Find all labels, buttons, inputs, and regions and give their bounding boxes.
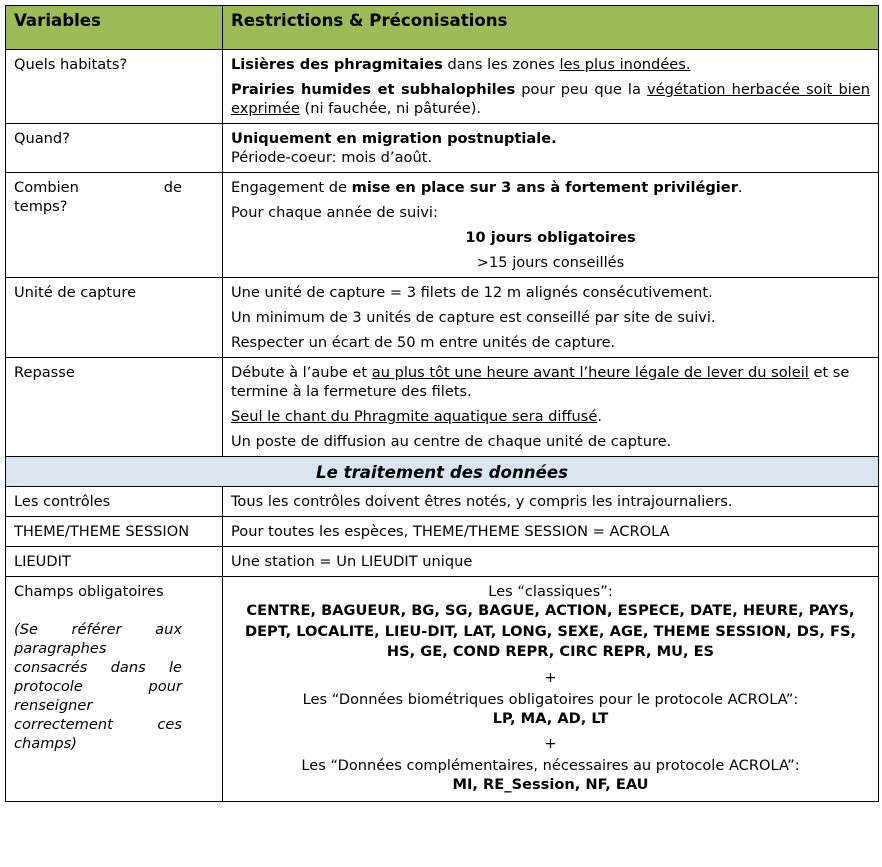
capture-line-2: Un minimum de 3 unités de capture est conseillé par site de suivi. xyxy=(231,309,716,326)
capture-line-1: Une unité de capture = 3 filets de 12 m alignés consécutivement. xyxy=(231,284,713,301)
quand-line-1: Uniquement en migration postnuptiale. xyxy=(231,130,557,147)
row-label-temps xyxy=(6,173,223,278)
row-content-capture xyxy=(223,278,879,358)
bold-text: mise en place sur 3 ans à fortement privilégier xyxy=(351,179,738,196)
row-content-controles: Tous les contrôles doivent êtres notés, y compris les intrajournaliers. xyxy=(223,487,879,517)
text: pour peu que la xyxy=(515,81,648,98)
capture-line-3: Respecter un écart de 50 m entre unités de capture. xyxy=(231,334,616,351)
row-content-temps xyxy=(223,173,879,278)
champs-label: Champs obligatoires xyxy=(14,583,164,600)
text: Engagement de xyxy=(231,179,352,196)
header-restrictions: Restrictions & Préconisations xyxy=(223,6,879,50)
table-row xyxy=(6,487,879,517)
quand-line-2: Période-coeur: mois d’août. xyxy=(231,149,433,166)
row-content-habitats xyxy=(223,50,879,124)
text: dans les zones xyxy=(442,56,560,73)
table-row xyxy=(6,517,879,547)
restrictions-table xyxy=(5,5,879,802)
table-row xyxy=(6,358,879,457)
classiques-codes: CENTRE, BAGUEUR, BG, SG, BAGUE, ACTION, ESPECE, DATE, HEURE, PAYS, DEPT, LOCALITE, LIEU-DIT, LAT, LONG, SEXE, AGE, THEME SESSION, DS, FS, HS, GE, COND REPR, CIRC REPR, MU, ES xyxy=(244,602,857,660)
row-content-quand xyxy=(223,124,879,173)
label-word: temps? xyxy=(14,198,68,215)
table-row xyxy=(6,124,879,173)
table-row xyxy=(6,173,879,278)
table-header-row xyxy=(6,6,879,50)
champs-note: (Se référer aux paragraphes consacrés dans le protocole pour renseigner correctement ces champs) xyxy=(14,621,182,752)
biometriques-title: Les “Données biométriques obligatoires pour le protocole ACROLA”: xyxy=(302,690,799,708)
row-label-habitats: Quels habitats? xyxy=(6,50,223,124)
bold-text: Lisières des phragmitaies xyxy=(231,56,443,73)
row-label-capture: Unité de capture xyxy=(6,278,223,358)
underlined-text: végétation herbacée soit bien exprimée xyxy=(231,81,870,117)
repasse-line-3: Un poste de diffusion au centre de chaque unité de capture. xyxy=(231,433,672,450)
table-row xyxy=(6,50,879,124)
section-row xyxy=(6,457,879,487)
habitats-line-2 xyxy=(231,80,870,118)
text: Débute à l’aube et xyxy=(231,364,372,381)
row-content-lieudit: Une station = Un LIEUDIT unique xyxy=(223,547,879,577)
text: et se termine à la fermeture des filets. xyxy=(231,364,850,400)
temps-line-1 xyxy=(231,178,870,197)
table-row xyxy=(6,577,879,802)
label-word: Combien xyxy=(14,179,79,196)
temps-line-4: >15 jours conseillés xyxy=(476,254,625,271)
complementaires-title: Les “Données complémentaires, nécessaires au protocole ACROLA”: xyxy=(301,757,800,774)
row-content-champs xyxy=(223,577,879,802)
text: . xyxy=(597,408,603,425)
table-row xyxy=(6,547,879,577)
row-label-quand: Quand? xyxy=(6,124,223,173)
classiques-title: Les “classiques”: xyxy=(488,583,613,600)
plus-sign: + xyxy=(544,735,557,752)
plus-sign: + xyxy=(544,668,557,686)
row-content-theme: Pour toutes les espèces, THEME/THEME SESSION = ACROLA xyxy=(223,517,879,547)
row-label-lieudit: LIEUDIT xyxy=(6,547,223,577)
row-label-champs xyxy=(6,577,223,802)
temps-line-3: 10 jours obligatoires xyxy=(465,229,636,246)
label-word: de xyxy=(163,179,182,196)
row-label-repasse: Repasse xyxy=(6,358,223,457)
biometriques-codes: LP, MA, AD, LT xyxy=(492,709,609,727)
underlined-text: Seul le chant du Phragmite aquatique sera diffusé xyxy=(231,408,598,425)
text: . xyxy=(737,179,743,196)
row-label-theme: THEME/THEME SESSION xyxy=(6,517,223,547)
section-title: Le traitement des données xyxy=(6,457,879,487)
repasse-line-1 xyxy=(231,363,870,401)
temps-label-line xyxy=(14,178,182,197)
temps-line-2: Pour chaque année de suivi: xyxy=(231,204,438,221)
underlined-text: les plus inondées. xyxy=(559,56,691,73)
habitats-line-1 xyxy=(231,55,870,74)
row-label-controles: Les contrôles xyxy=(6,487,223,517)
repasse-line-2 xyxy=(231,407,870,426)
underlined-text: au plus tôt une heure avant l’heure légale de lever du soleil xyxy=(371,364,809,381)
row-content-repasse xyxy=(223,358,879,457)
complementaires-codes: MI, RE_Session, NF, EAU xyxy=(452,776,649,793)
text: (ni fauchée, ni pâturée). xyxy=(299,100,482,117)
bold-text: Prairies humides et subhalophiles xyxy=(231,81,516,98)
table-row xyxy=(6,278,879,358)
header-variables: Variables xyxy=(6,6,223,50)
